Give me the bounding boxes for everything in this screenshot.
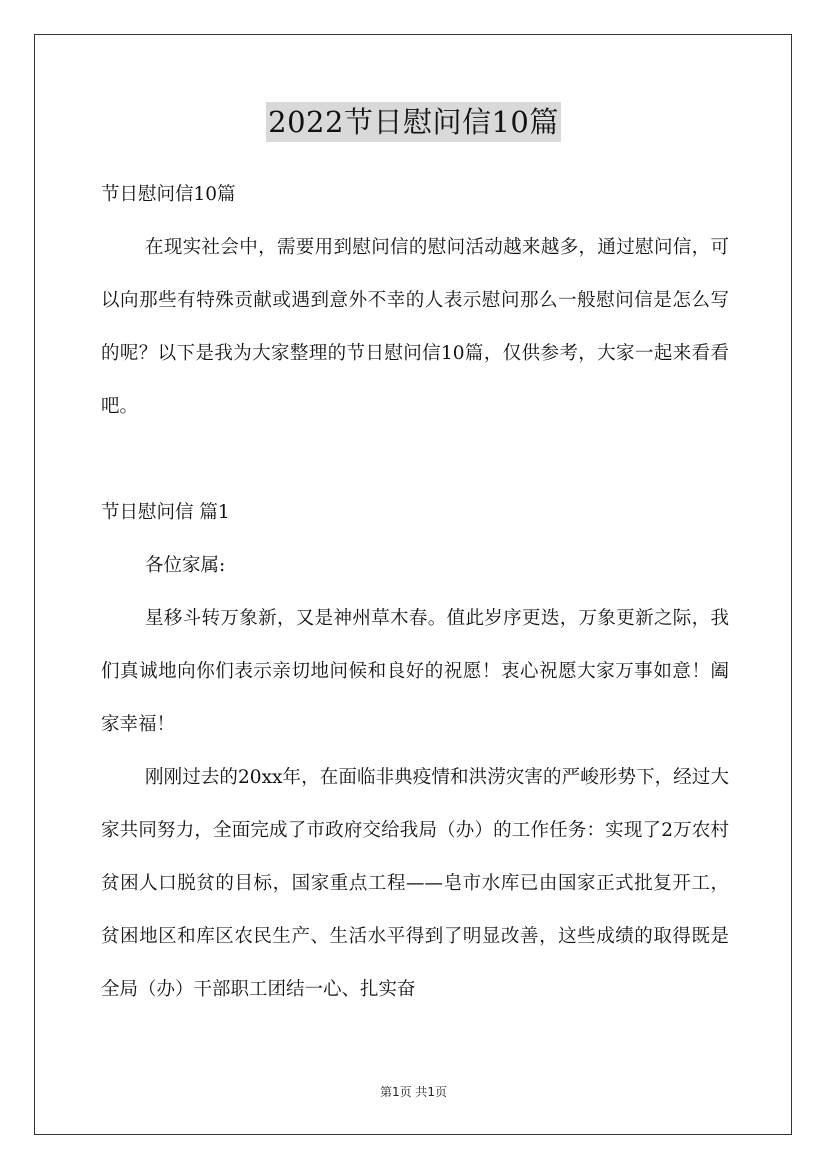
spacer <box>101 433 729 486</box>
document-body <box>101 168 729 1016</box>
title-wrap <box>0 102 827 142</box>
salutation: 各位家属: <box>145 555 226 576</box>
subtitle: 节日慰问信10篇 <box>101 184 236 205</box>
section-heading: 节日慰问信 篇1 <box>101 502 230 523</box>
body-paragraph-2: 刚刚过去的20xx年，在面临非典疫情和洪涝灾害的严峻形势下，经过大家共同努力，全面完成了市政府交给我局（办）的工作任务：实现了2万农村贫困人口脱贫的目标，国家重点工程——皂市水库已由国家正式批复开工，贫困地区和库区农民生产、生活水平得到了明显改善，这些成绩的取得既是全局（办）干部职工团结一心、扎实奋 <box>101 767 729 1000</box>
body-paragraph-1: 星移斗转万象新，又是神州草木春。值此岁序更迭，万象更新之际，我们真诚地向你们表示亲切地问候和良好的祝愿！衷心祝愿大家万事如意！阖家幸福！ <box>101 608 729 735</box>
page-footer: 第1页 共1页 <box>379 1085 448 1099</box>
document-title: 2022节日慰问信10篇 <box>266 102 561 142</box>
intro-paragraph: 在现实社会中，需要用到慰问信的慰问活动越来越多，通过慰问信，可以向那些有特殊贡献或遇到意外不幸的人表示慰问那么一般慰问信是怎么写的呢？以下是我为大家整理的节日慰问信10篇，仅供参考，大家一起来看看吧。 <box>101 237 729 417</box>
